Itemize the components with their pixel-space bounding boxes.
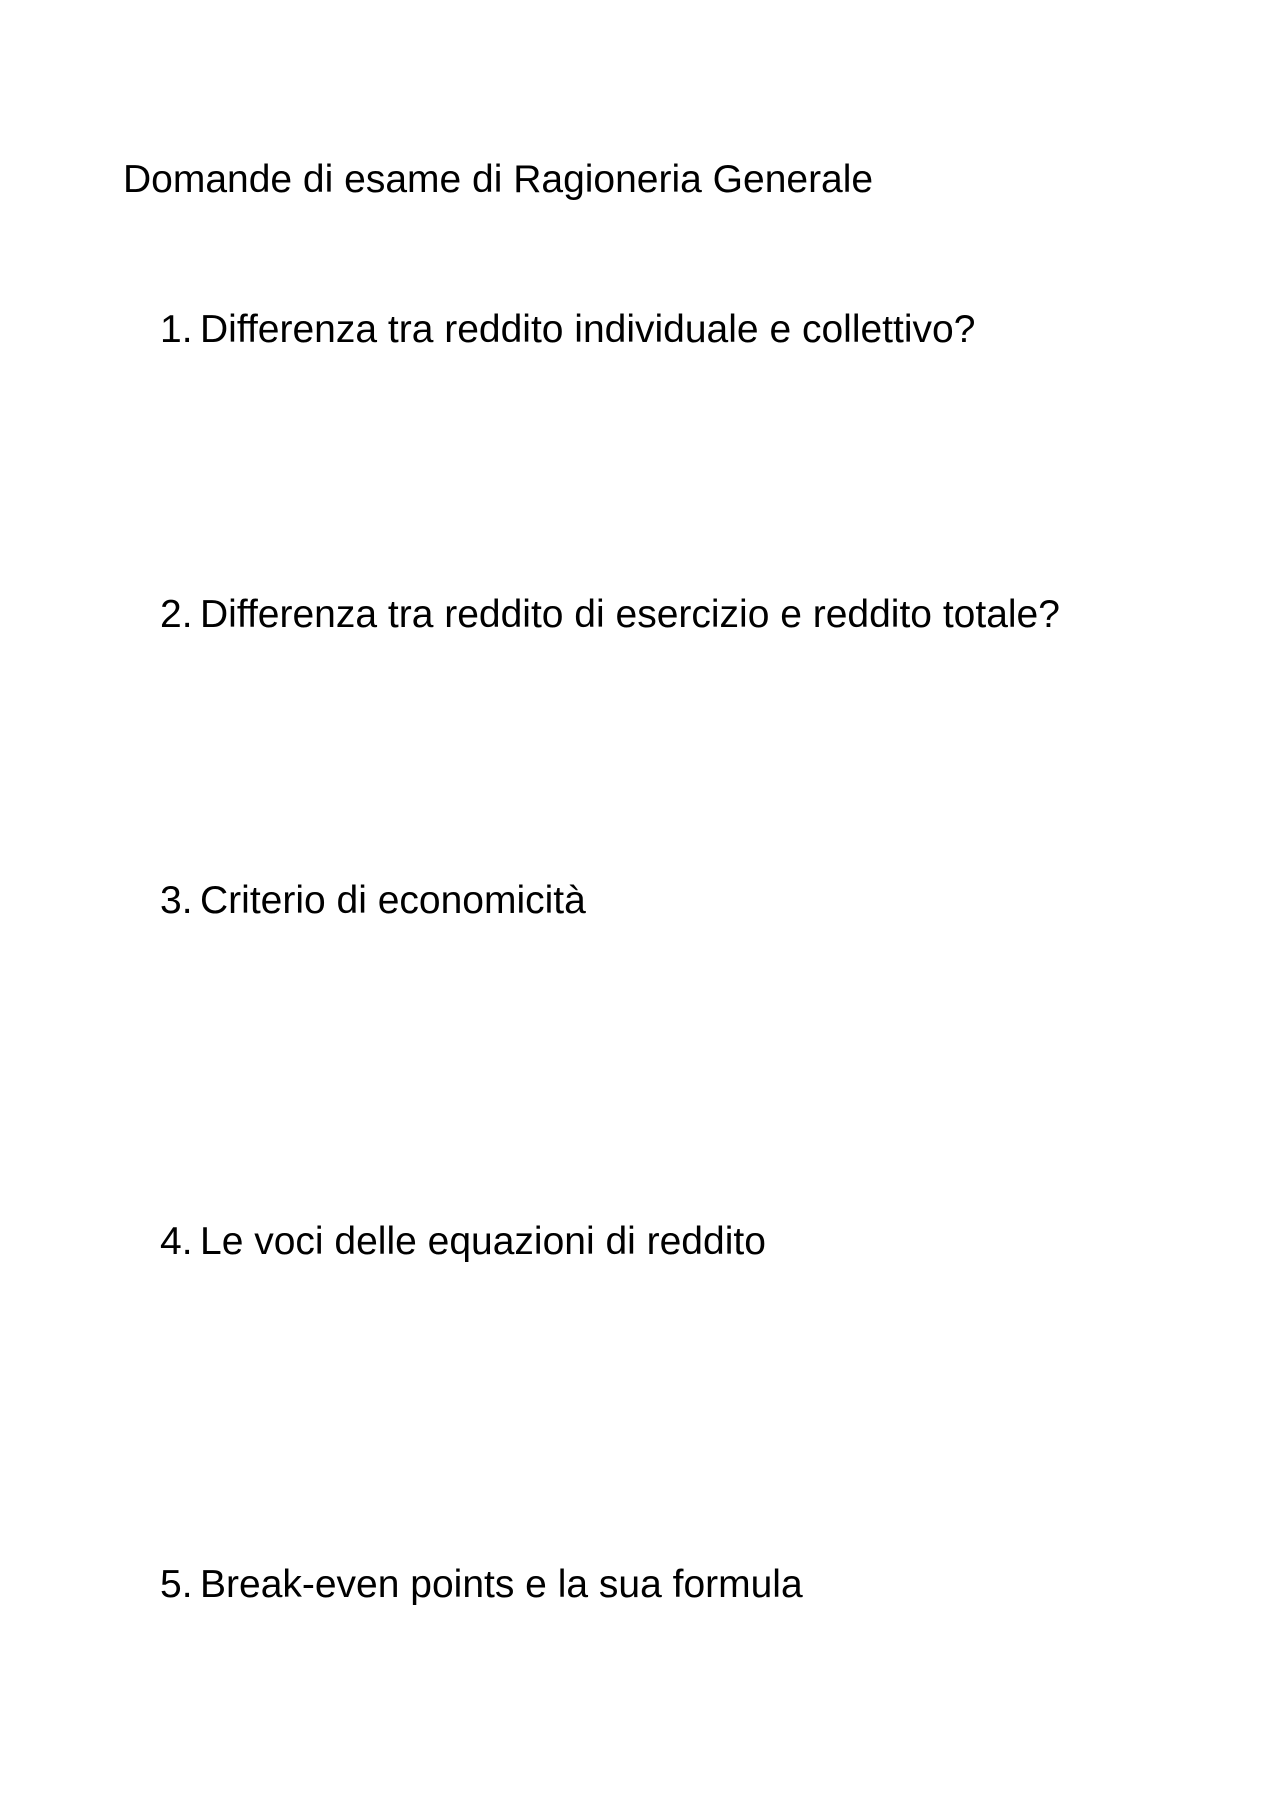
question-item — [160, 591, 1060, 639]
document-title: Domande di esame di Ragioneria Generale — [123, 158, 874, 201]
question-item — [160, 1561, 803, 1609]
question-number: 3. — [160, 879, 193, 922]
question-item — [160, 877, 586, 925]
question-text: Criterio di economicità — [200, 879, 586, 922]
question-number: 1. — [160, 308, 193, 351]
question-item — [160, 306, 975, 354]
question-text: Differenza tra reddito individuale e collettivo? — [200, 308, 976, 351]
question-text: Break-even points e la sua formula — [200, 1563, 803, 1606]
question-item — [160, 1218, 766, 1266]
question-number: 4. — [160, 1220, 193, 1263]
question-number: 2. — [160, 593, 193, 636]
question-text: Differenza tra reddito di esercizio e reddito totale? — [200, 593, 1060, 636]
question-text: Le voci delle equazioni di reddito — [200, 1220, 766, 1263]
question-number: 5. — [160, 1563, 193, 1606]
